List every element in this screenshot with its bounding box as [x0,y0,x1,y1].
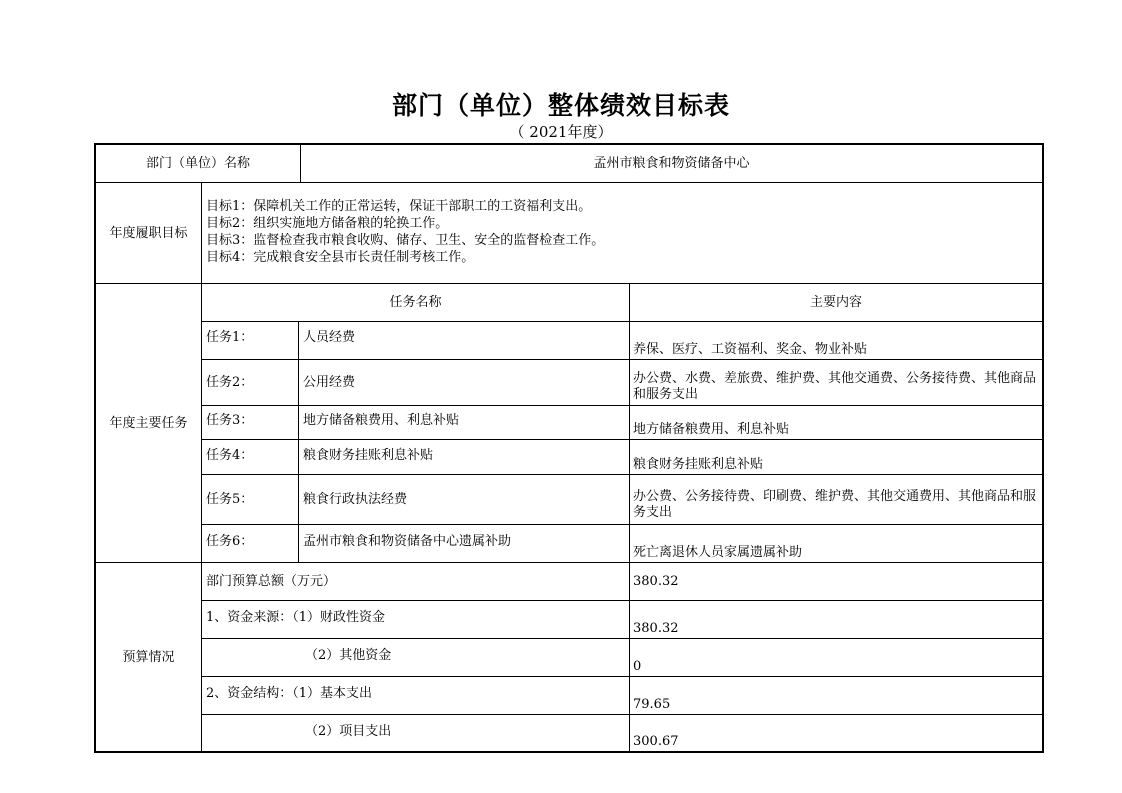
budget-row-label: （2）项目支出 [305,723,392,739]
task-id: 任务3： [206,413,254,428]
task-name-header: 任务名称 [389,295,442,310]
goal-item: 目标2：组织实施地方储备粮的轮换工作。 [206,216,449,231]
task-content: 办公费、水费、差旅费、维护费、其他交通费、公务接待费、其他商品和服务支出 [633,371,1037,402]
budget-row-label: （2）其他资金 [305,648,392,663]
goal-item: 目标3：监督检查我市粮食收购、储存、卫生、安全的监督检查工作。 [206,233,605,248]
task-content-header: 主要内容 [809,295,862,310]
budget-row-value: 300.67 [633,734,679,749]
goal-item: 目标4：完成粮食安全县市长责任制考核工作。 [206,250,475,265]
task-name: 粮食行政执法经费 [303,492,408,507]
unit-name-label: 部门（单位）名称 [145,156,250,171]
task-name: 地方储备粮费用、利息补贴 [303,413,460,428]
task-name: 孟州市粮食和物资储备中心遗属补助 [303,534,512,549]
tasks-label: 年度主要任务 [109,415,188,431]
task-id: 任务5： [206,492,254,507]
goal-item: 目标1：保障机关工作的正常运转，保证干部职工的工资福利支出。 [206,199,592,214]
page-subtitle: （ 2021年度） [509,123,613,141]
budget-row-label: 部门预算总额（万元） [206,574,337,589]
task-content: 养保、医疗、工资福利、奖金、物业补贴 [633,342,868,357]
task-content: 粮食财务挂账利息补贴 [633,457,764,472]
budget-row-value: 380.32 [633,621,679,636]
task-name: 粮食财务挂账利息补贴 [303,447,434,463]
budget-label: 预算情况 [122,649,175,665]
annual-goals-list [206,198,1040,282]
budget-row-value: 0 [633,659,642,674]
task-content: 死亡离退休人员家属遗属补助 [633,545,803,560]
budget-row-value: 380.32 [633,574,679,589]
page-title: 部门（单位）整体绩效目标表 [391,91,730,120]
task-content: 办公费、公务接待费、印刷费、维护费、其他交通费用、其他商品和服务支出 [633,489,1037,520]
task-id: 任务6： [206,534,254,549]
annual-goals-label: 年度履职目标 [109,225,188,241]
task-id: 任务2： [206,375,254,390]
task-name: 公用经费 [303,375,356,390]
task-id: 任务4： [206,447,254,463]
budget-row-label: 2、资金结构：（1）基本支出 [206,686,373,701]
budget-row-value: 79.65 [633,697,671,712]
task-content: 地方储备粮费用、利息补贴 [633,422,790,437]
budget-row-label: 1、资金来源：（1）财政性资金 [206,610,386,625]
unit-name-value: 孟州市粮食和物资储备中心 [593,156,750,171]
task-name: 人员经费 [303,330,356,345]
task-id: 任务1： [206,330,254,345]
